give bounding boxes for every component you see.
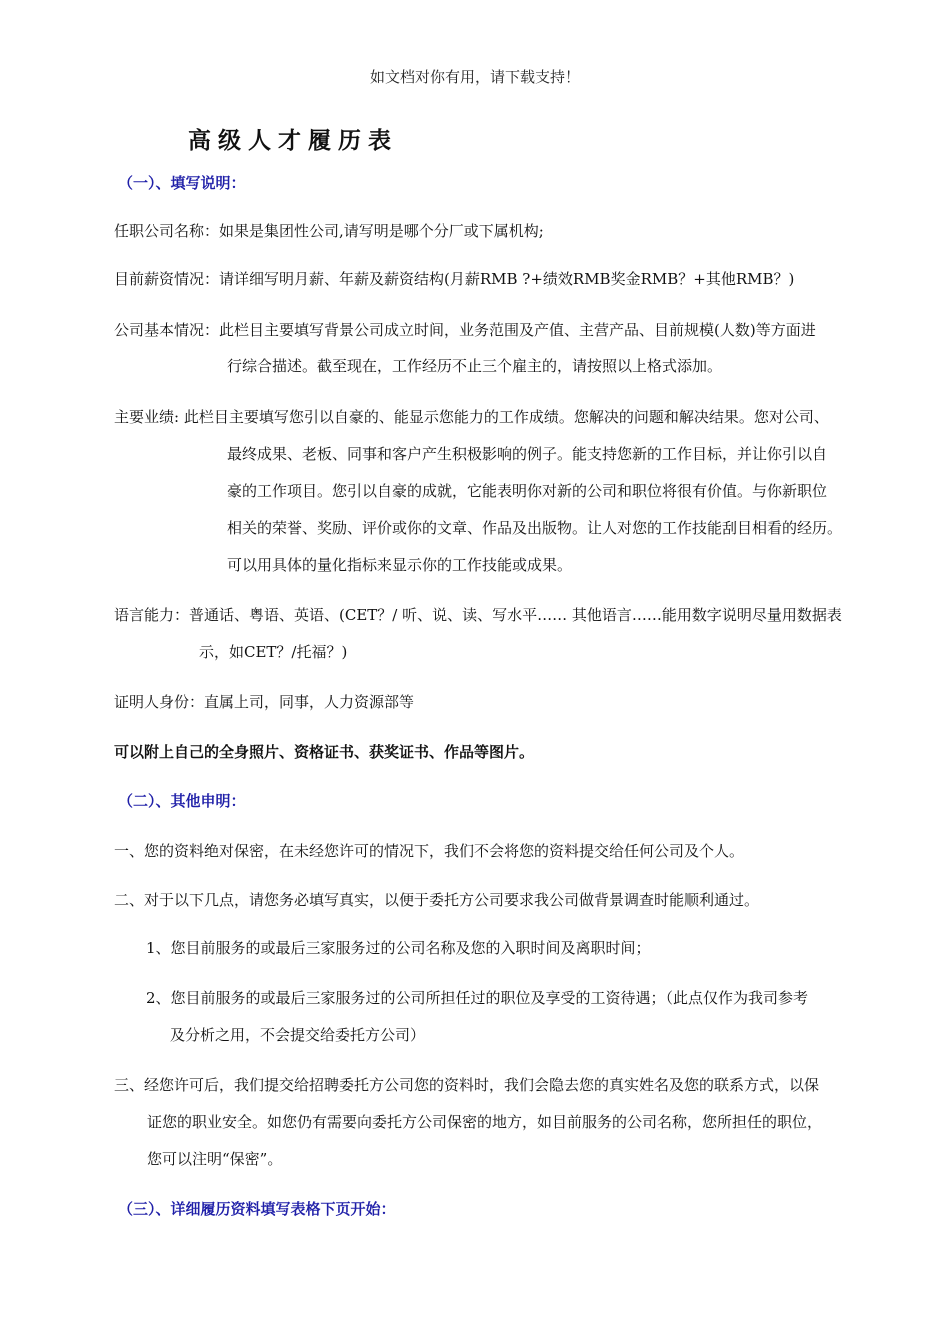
- declaration-item-1: 一、您的资料绝对保密，在未经您许可的情况下，我们不会将您的资料提交给任何公司及个人。: [114, 842, 745, 860]
- section-heading-declaration: （二）、其他申明：: [118, 792, 246, 810]
- reference-note: 证明人身份：直属上司，同事，人力资源部等: [114, 693, 415, 711]
- declaration-item-2: 二、对于以下几点，请您务必填写真实，以便于委托方公司要求我公司做背景调查时能顺利通过。: [114, 891, 760, 909]
- section-heading-instructions: （一）、填写说明：: [118, 174, 246, 192]
- language-line-1: 语言能力：普通话、粤语、英语、(CET？/ 听、说、读、写水平…… 其他语言……能用数字说明尽量用数据表: [114, 606, 842, 624]
- declaration-item-3-line-1: 三、经您许可后，我们提交给招聘委托方公司您的资料时，我们会隐去您的真实姓名及您的联系方式，以保: [114, 1076, 820, 1094]
- page-title: 高级人才履历表: [188, 128, 398, 154]
- company-basic-line-1: 公司基本情况：此栏目主要填写背景公司成立时间，业务范围及产值、主营产品、目前规模(人数)等方面进: [114, 321, 816, 339]
- declaration-item-3-line-2: 证您的职业安全。如您仍有需要向委托方公司保密的地方，如目前服务的公司名称，您所担任的职位，: [147, 1113, 823, 1131]
- declaration-sub-1: 1、您目前服务的或最后三家服务过的公司名称及您的入职时间及离职时间；: [146, 939, 651, 957]
- header-note: 如文档对你有用，请下载支持！: [369, 68, 580, 86]
- achievements-line-4: 相关的荣誉、奖励、评价或你的文章、作品及出版物。让人对您的工作技能刮目相看的经历。: [227, 519, 843, 537]
- section-heading-resume-form: （三）、详细履历资料填写表格下页开始：: [118, 1200, 396, 1218]
- achievements-line-1: 主要业绩: 此栏目主要填写您引以自豪的、能显示您能力的工作成绩。您解决的问题和解决结果。您对公司、: [114, 408, 829, 426]
- declaration-sub-2-line-2: 及分析之用，不会提交给委托方公司）: [170, 1026, 426, 1044]
- declaration-sub-2-line-1: 2、您目前服务的或最后三家服务过的公司所担任过的职位及享受的工资待遇；（此点仅作为我司参考: [146, 989, 809, 1007]
- language-line-2: 示，如CET？/托福？): [199, 643, 348, 661]
- salary-note: 目前薪资情况：请详细写明月薪、年薪及薪资结构(月薪RMB ?+绩效RMB奖金RMB？+其他RMB？): [114, 270, 795, 288]
- attachment-note: 可以附上自己的全身照片、资格证书、获奖证书、作品等图片。: [114, 743, 535, 761]
- declaration-item-3-line-3: 您可以注明“保密”。: [147, 1150, 283, 1168]
- company-name-note: 任职公司名称：如果是集团性公司,请写明是哪个分厂或下属机构;: [114, 222, 544, 240]
- achievements-line-5: 可以用具体的量化指标来显示你的工作技能或成果。: [227, 556, 573, 574]
- achievements-line-3: 豪的工作项目。您引以自豪的成就，它能表明你对新的公司和职位将很有价值。与你新职位: [227, 482, 828, 500]
- achievements-line-2: 最终成果、老板、同事和客户产生积极影响的例子。能支持您新的工作目标，并让你引以自: [227, 445, 828, 463]
- company-basic-line-2: 行综合描述。截至现在，工作经历不止三个雇主的，请按照以上格式添加。: [227, 357, 723, 375]
